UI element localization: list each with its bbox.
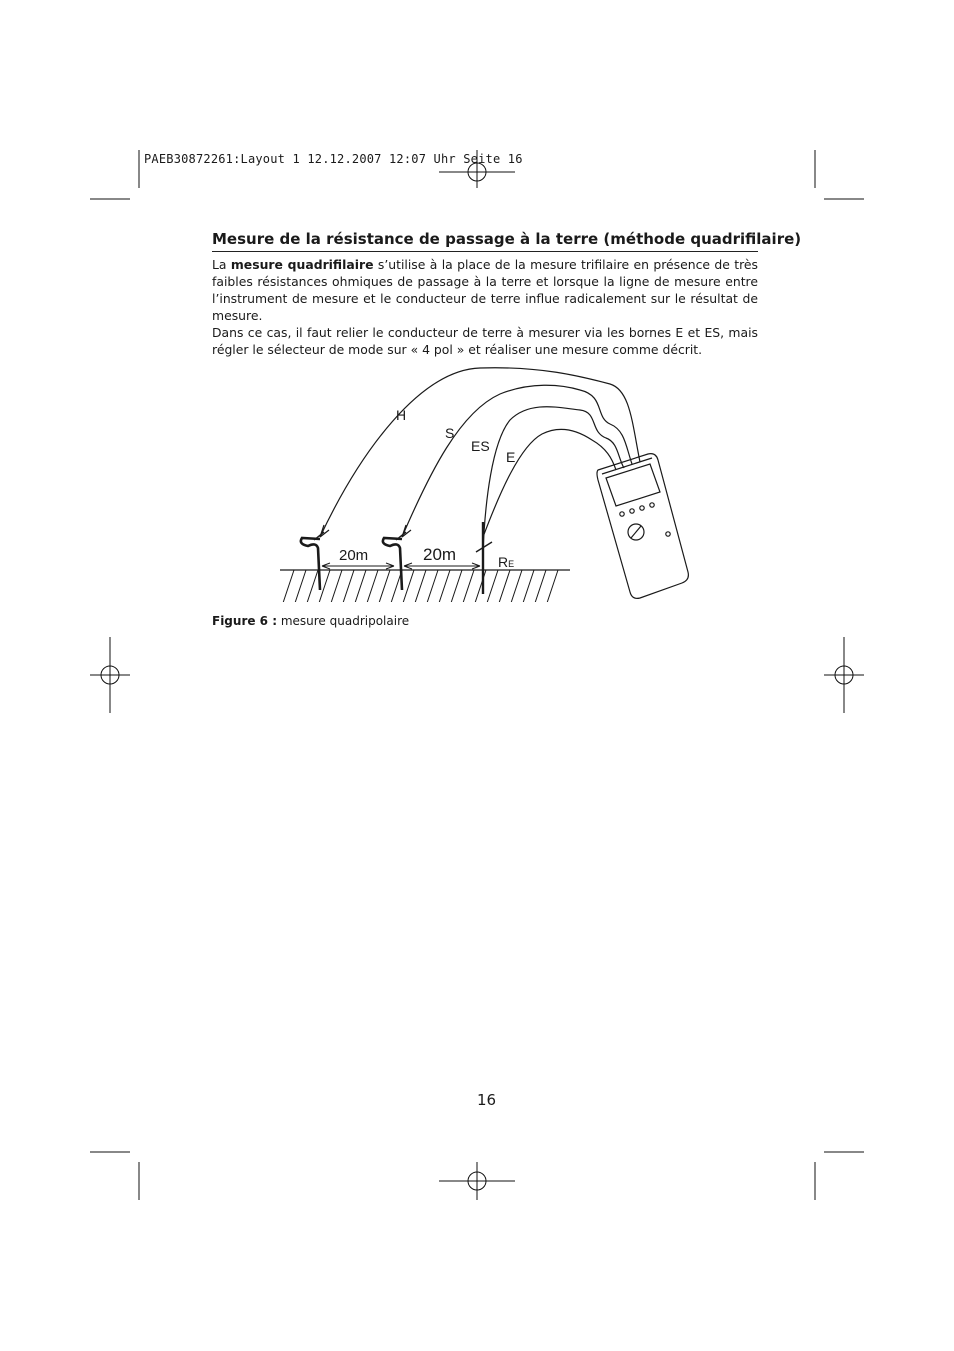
figure-four-pole-measurement	[280, 362, 700, 602]
paragraph-instructions: Dans ce cas, il faut relier le conducteur de terre à mesurer via les bornes E et ES, mais régler le sélecteur de mode sur « 4 pol » et réaliser une mesure comme décrit.	[212, 325, 758, 357]
page-number: 16	[477, 1091, 497, 1109]
label-h: H	[396, 407, 407, 423]
label-re	[498, 554, 514, 570]
cable-es	[483, 407, 624, 552]
label-distance-2: 20m	[423, 545, 457, 564]
paragraph-intro-lead: La	[212, 257, 231, 272]
cable-e	[483, 429, 616, 537]
spike-h	[301, 538, 320, 590]
label-re-main: R	[498, 554, 509, 570]
label-distance-1: 20m	[339, 547, 369, 564]
section-title: Mesure de la résistance de passage à la terre (méthode quadrifilaire)	[212, 230, 758, 252]
figure-caption-text: mesure quadripolaire	[277, 614, 410, 628]
paragraph-intro-bold: mesure quadrifilaire	[230, 257, 374, 272]
ground-hatching	[282, 570, 558, 602]
print-slug: PAEB30872261:Layout 1 12.12.2007 12:07 Uhr Seite 16	[144, 152, 523, 166]
earth-tester-device	[597, 454, 688, 599]
label-e: E	[506, 449, 516, 465]
paragraph-intro-rest: s’utilise à la place de la mesure trifilaire en présence de très faibles résistances ohmiques de passage à la terre et lorsque la ligne de mesure entre l’instrument de mesure et le conducteur de terre influe radicalement sur le résultat de mesure.	[212, 257, 759, 323]
label-re-sub: E	[508, 559, 515, 569]
label-es: ES	[471, 438, 490, 454]
label-s: S	[445, 425, 455, 441]
figure-caption	[212, 614, 409, 628]
figure-caption-label: Figure 6 :	[212, 614, 278, 628]
paragraph-intro	[212, 256, 758, 324]
